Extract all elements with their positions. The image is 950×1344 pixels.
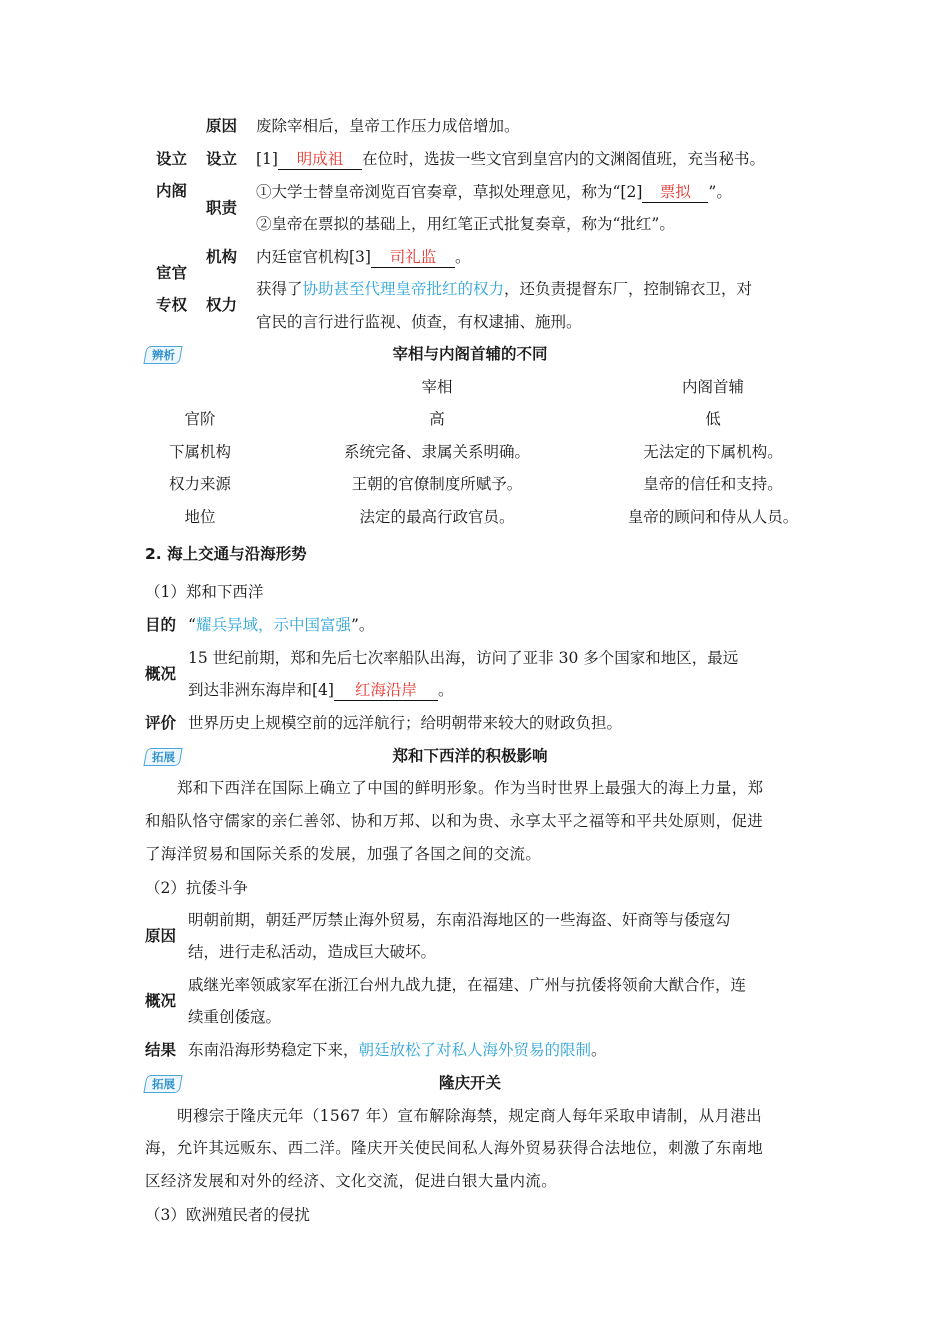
extension-paragraph-line: 郑和下西洋在国际上确立了中国的鲜明形象。作为当时世界上最强大的海上力量，郑 bbox=[177, 779, 764, 797]
row-text-kangwo-yuanyin-1: 明朝前期，朝廷严厉禁止海外贸易，东南沿海地区的一些海盗、奸商等与倭寇勾 bbox=[188, 911, 731, 929]
extension-paragraph-line: 区经济发展和对外的经济、文化交流，促进白银大量内流。 bbox=[145, 1172, 558, 1190]
row-label-jieguo: 结果 bbox=[145, 1041, 177, 1059]
row-text-yuanyin: 废除宰相后，皇帝工作压力成倍增加。 bbox=[256, 117, 520, 135]
group-label-sheli: 设立 bbox=[156, 150, 188, 168]
row-text-zhize-1: ①大学士替皇帝浏览百官奏章，草拟处理意见，称为“[2] 票拟 ”。 bbox=[256, 183, 732, 201]
row-text-jigou: 内廷宦官机构[3] 司礼监 。 bbox=[256, 248, 471, 266]
row-label-yuanyin: 原因 bbox=[206, 117, 238, 135]
row-text-sheli: [1] 明成祖 在位时，选拔一些文官到皇宫内的文渊阁值班，充当秘书。 bbox=[256, 150, 765, 168]
extension-tag: 拓展 bbox=[143, 748, 182, 766]
subsection-heading-3: （3）欧洲殖民者的侵扰 bbox=[145, 1206, 310, 1224]
row-text-jieguo: 东南沿海形势稳定下来，朝廷放松了对私人海外贸易的限制。 bbox=[188, 1041, 607, 1059]
blank-3: 司礼监 bbox=[371, 247, 455, 268]
blank-4: 红海沿岸 bbox=[334, 680, 438, 701]
row-label-kangwo-yuanyin: 原因 bbox=[145, 927, 177, 945]
row-text-gaikuang-2: 到达非洲东海岸和[4] 红海沿岸 。 bbox=[188, 681, 454, 699]
row-text-zhize-2: ②皇帝在票拟的基础上，用红笔正式批复奏章，称为“批红”。 bbox=[256, 215, 675, 233]
subsection-heading-2: （2）抗倭斗争 bbox=[145, 879, 248, 897]
analysis-row-label: 下属机构 bbox=[168, 443, 231, 461]
analysis-cell: 王朝的官僚制度所赋予。 bbox=[351, 475, 523, 493]
analysis-row-label: 地位 bbox=[184, 508, 216, 526]
blank-2: 票拟 bbox=[642, 182, 708, 203]
group-label-zhuanquan: 专权 bbox=[156, 296, 188, 314]
row-text-pingjia: 世界历史上规模空前的远洋航行；给明朝带来较大的财政负担。 bbox=[188, 714, 623, 732]
blank-1: 明成祖 bbox=[278, 149, 362, 170]
row-text-kangwo-gaikuang-1: 戚继光率领戚家军在浙江台州九战九捷，在福建、广州与抗倭将领俞大猷合作，连 bbox=[188, 976, 747, 994]
row-label-gaikuang: 概况 bbox=[145, 665, 177, 683]
extension-tag: 拓展 bbox=[143, 1075, 182, 1093]
row-text-quanli-1: 获得了协助甚至代理皇帝批红的权力，还负责提督东厂，控制锦衣卫，对 bbox=[256, 280, 753, 298]
analysis-cell: 系统完备、隶属关系明确。 bbox=[343, 443, 530, 461]
row-text-gaikuang-1: 15 世纪前期，郑和先后七次率船队出海，访问了亚非 30 多个国家和地区，最远 bbox=[188, 649, 739, 667]
subsection-heading-1: （1）郑和下西洋 bbox=[145, 583, 264, 601]
row-label-mudi: 目的 bbox=[145, 616, 177, 634]
extension-paragraph-line: 了海洋贸易和国际关系的发展，加强了各国之间的交流。 bbox=[145, 845, 542, 863]
row-label-quanli: 权力 bbox=[206, 296, 238, 314]
row-text-kangwo-yuanyin-2: 结，进行走私活动，造成巨大破坏。 bbox=[188, 943, 437, 961]
analysis-tag: 辨析 bbox=[143, 346, 182, 364]
analysis-col-zaixiang: 宰相 bbox=[421, 378, 453, 396]
row-label-zhize: 职责 bbox=[206, 199, 238, 217]
analysis-cell: 皇帝的顾问和侍从人员。 bbox=[627, 508, 799, 526]
analysis-row-label: 官阶 bbox=[184, 410, 216, 428]
extension-paragraph-line: 明穆宗于隆庆元年（1567 年）宣布解除海禁，规定商人每年采取申请制，从月港出 bbox=[177, 1107, 763, 1125]
analysis-cell: 无法定的下属机构。 bbox=[643, 443, 783, 461]
group-label-neige: 内阁 bbox=[156, 182, 188, 200]
extension-title: 郑和下西洋的积极影响 bbox=[392, 747, 548, 765]
analysis-row-label: 权力来源 bbox=[168, 475, 231, 493]
analysis-col-shoufu: 内阁首辅 bbox=[681, 378, 744, 396]
row-label-kangwo-gaikuang: 概况 bbox=[145, 992, 177, 1010]
analysis-title: 宰相与内阁首辅的不同 bbox=[392, 345, 548, 363]
analysis-cell: 低 bbox=[705, 410, 721, 428]
row-label-jigou: 机构 bbox=[206, 248, 238, 266]
extension-title: 隆庆开关 bbox=[438, 1074, 501, 1092]
extension-paragraph-line: 和船队恪守儒家的亲仁善邻、协和万邦、以和为贵、永享太平之福等和平共处原则，促进 bbox=[145, 812, 764, 830]
row-text-kangwo-gaikuang-2: 续重创倭寇。 bbox=[188, 1008, 282, 1026]
section-heading: 2. 海上交通与沿海形势 bbox=[145, 545, 307, 563]
analysis-cell: 高 bbox=[429, 410, 445, 428]
row-label-sheli: 设立 bbox=[206, 150, 238, 168]
analysis-cell: 皇帝的信任和支持。 bbox=[643, 475, 783, 493]
row-text-quanli-2: 官民的言行进行监视、侦查，有权逮捕、施刑。 bbox=[256, 313, 582, 331]
analysis-cell: 法定的最高行政官员。 bbox=[359, 508, 515, 526]
extension-paragraph-line: 海，允许其远贩东、西二洋。隆庆开关使民间私人海外贸易获得合法地位，刺激了东南地 bbox=[145, 1139, 764, 1157]
row-label-pingjia: 评价 bbox=[145, 714, 177, 732]
group-label-huanguan: 宦官 bbox=[156, 264, 188, 282]
row-text-mudi: “耀兵异域，示中国富强”。 bbox=[188, 616, 375, 634]
